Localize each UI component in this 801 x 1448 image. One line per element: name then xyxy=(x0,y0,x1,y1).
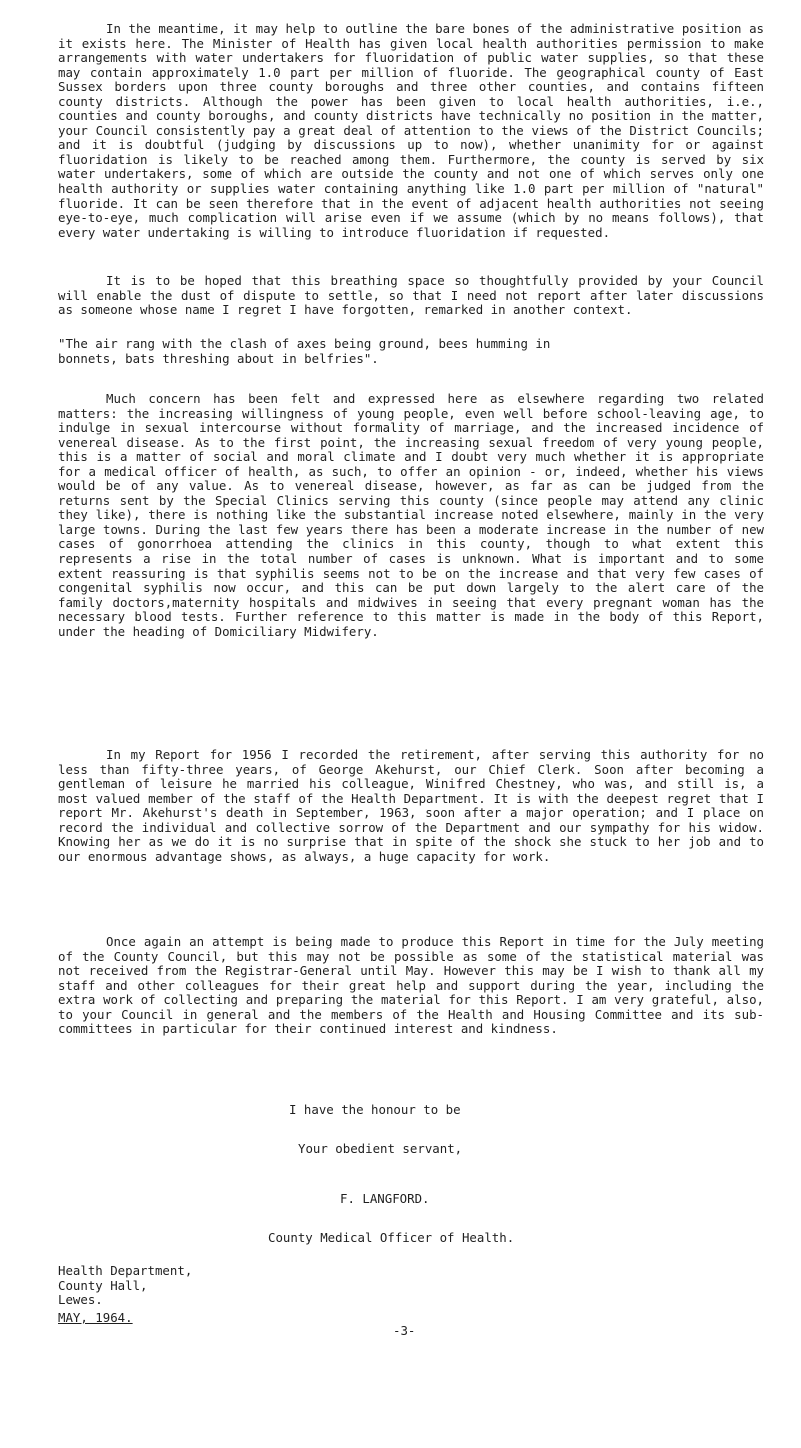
closing-honour: I have the honour to be xyxy=(289,1102,461,1117)
paragraph-acknowledgements: Once again an attempt is being made to produce this Report in time for the July meeting of the County Council, but this may not be possible as some of the statistical material was not received from the Registrar-General until May. However this may be I wish to thank all my staff and other colleagues for their great help and support during the year, including the extra work of collecting and preparing the material for this Report. I am very grateful, also, to your Council in general and the members of the Health and Housing Committee and its sub-committees in particular for their continued interest and kindness. xyxy=(58,934,764,1037)
closing-servant: Your obedient servant, xyxy=(298,1141,463,1156)
page-number: -3- xyxy=(393,1323,416,1338)
paragraph-akehurst: In my Report for 1956 I recorded the retirement, after serving this authority for no less than fifty-three years, of George Akehurst, our Chief Clerk. Soon after becoming a gentleman of leisure he married his colleague, Winifred Chestney, who was, and still is, a most valued member of the staff of the Health Department. It is with the deepest regret that I report Mr. Akehurst's death in September, 1963, soon after a major operation; and I place on record the individual and collective sorrow of the Department and our sympathy for his widow. Knowing her as we do it is no surprise that in spite of the shock she stuck to her job and to our enormous advantage shows, as always, a huge capacity for work. xyxy=(58,747,764,864)
address-line: Health Department, xyxy=(58,1263,193,1278)
signature-name: F. LANGFORD. xyxy=(340,1191,430,1206)
signature-title: County Medical Officer of Health. xyxy=(268,1230,515,1245)
report-date: MAY, 1964. xyxy=(58,1310,133,1325)
block-quote: "The air rang with the clash of axes being ground, bees humming in bonnets, bats threshing about in belfries". xyxy=(58,336,551,366)
paragraph-venereal-disease: Much concern has been felt and expressed here as elsewhere regarding two related matters: the increasing willingness of young people, even well before school-leaving age, to indulge in sexual intercourse without formality of marriage, and the increased incidence of venereal disease. As to the first point, the increasing sexual freedom of very young people, this is a matter of social and moral climate and I doubt very much whether it is appropriate for a medical officer of health, as such, to offer an opinion - or, indeed, whether his views would be of any value. As to venereal disease, however, as far as can be judged from the returns sent by the Special Clinics serving this county (since people may attend any clinic they like), there is nothing like the substantial increase noted elsewhere, mainly in the very large towns. During the last few years there has been a moderate increase in the number of new cases of gonorrhoea attending the clinics in this county, though to what extent this represents a rise in the total number of cases is unknown. What is important and to some extent reassuring is that syphilis seems not to be on the increase and that very few cases of congenital syphilis now occur, and this can be put down largely to the alert care of the family doctors,maternity hospitals and midwives in seeing that every pregnant woman has the necessary blood tests. Further reference to this matter is made in the body of this Report, under the heading of Domiciliary Midwifery. xyxy=(58,391,764,639)
paragraph-breathing-space: It is to be hoped that this breathing space so thoughtfully provided by your Council will enable the dust of dispute to settle, so that I need not report after later discussions as someone whose name I regret I have forgotten, remarked in another context. xyxy=(58,273,764,318)
address-line: Lewes. xyxy=(58,1292,103,1308)
address-block xyxy=(58,1264,192,1308)
paragraph-fluoridation: In the meantime, it may help to outline the bare bones of the administrative position as it exists here. The Minister of Health has given local health authorities permission to make arrangements with water undertakers for fluoridation of public water supplies, so that these may contain approximately 1.0 part per million of fluoride. The geographical county of East Sussex borders upon three county boroughs and three other counties, and contains fifteen county districts. Although the power has been given to local health authorities, i.e., counties and county boroughs, and county districts have technically no position in the matter, your Council consistently pay a great deal of attention to the views of the District Councils; and it is doubtful (judging by discussions up to now), whether unanimity for or against fluoridation is likely to be reached among them. Furthermore, the county is served by six water undertakers, some of which are outside the county and not one of which serves only one health authority or supplies water containing anything like 1.0 part per million of "natural" fluoride. It can be seen therefore that in the event of adjacent health authorities not seeing eye-to-eye, much complication will arise even if we assume (which by no means follows), that every water undertaking is willing to introduce fluoridation if requested. xyxy=(58,21,764,240)
address-line: County Hall, xyxy=(58,1277,148,1293)
